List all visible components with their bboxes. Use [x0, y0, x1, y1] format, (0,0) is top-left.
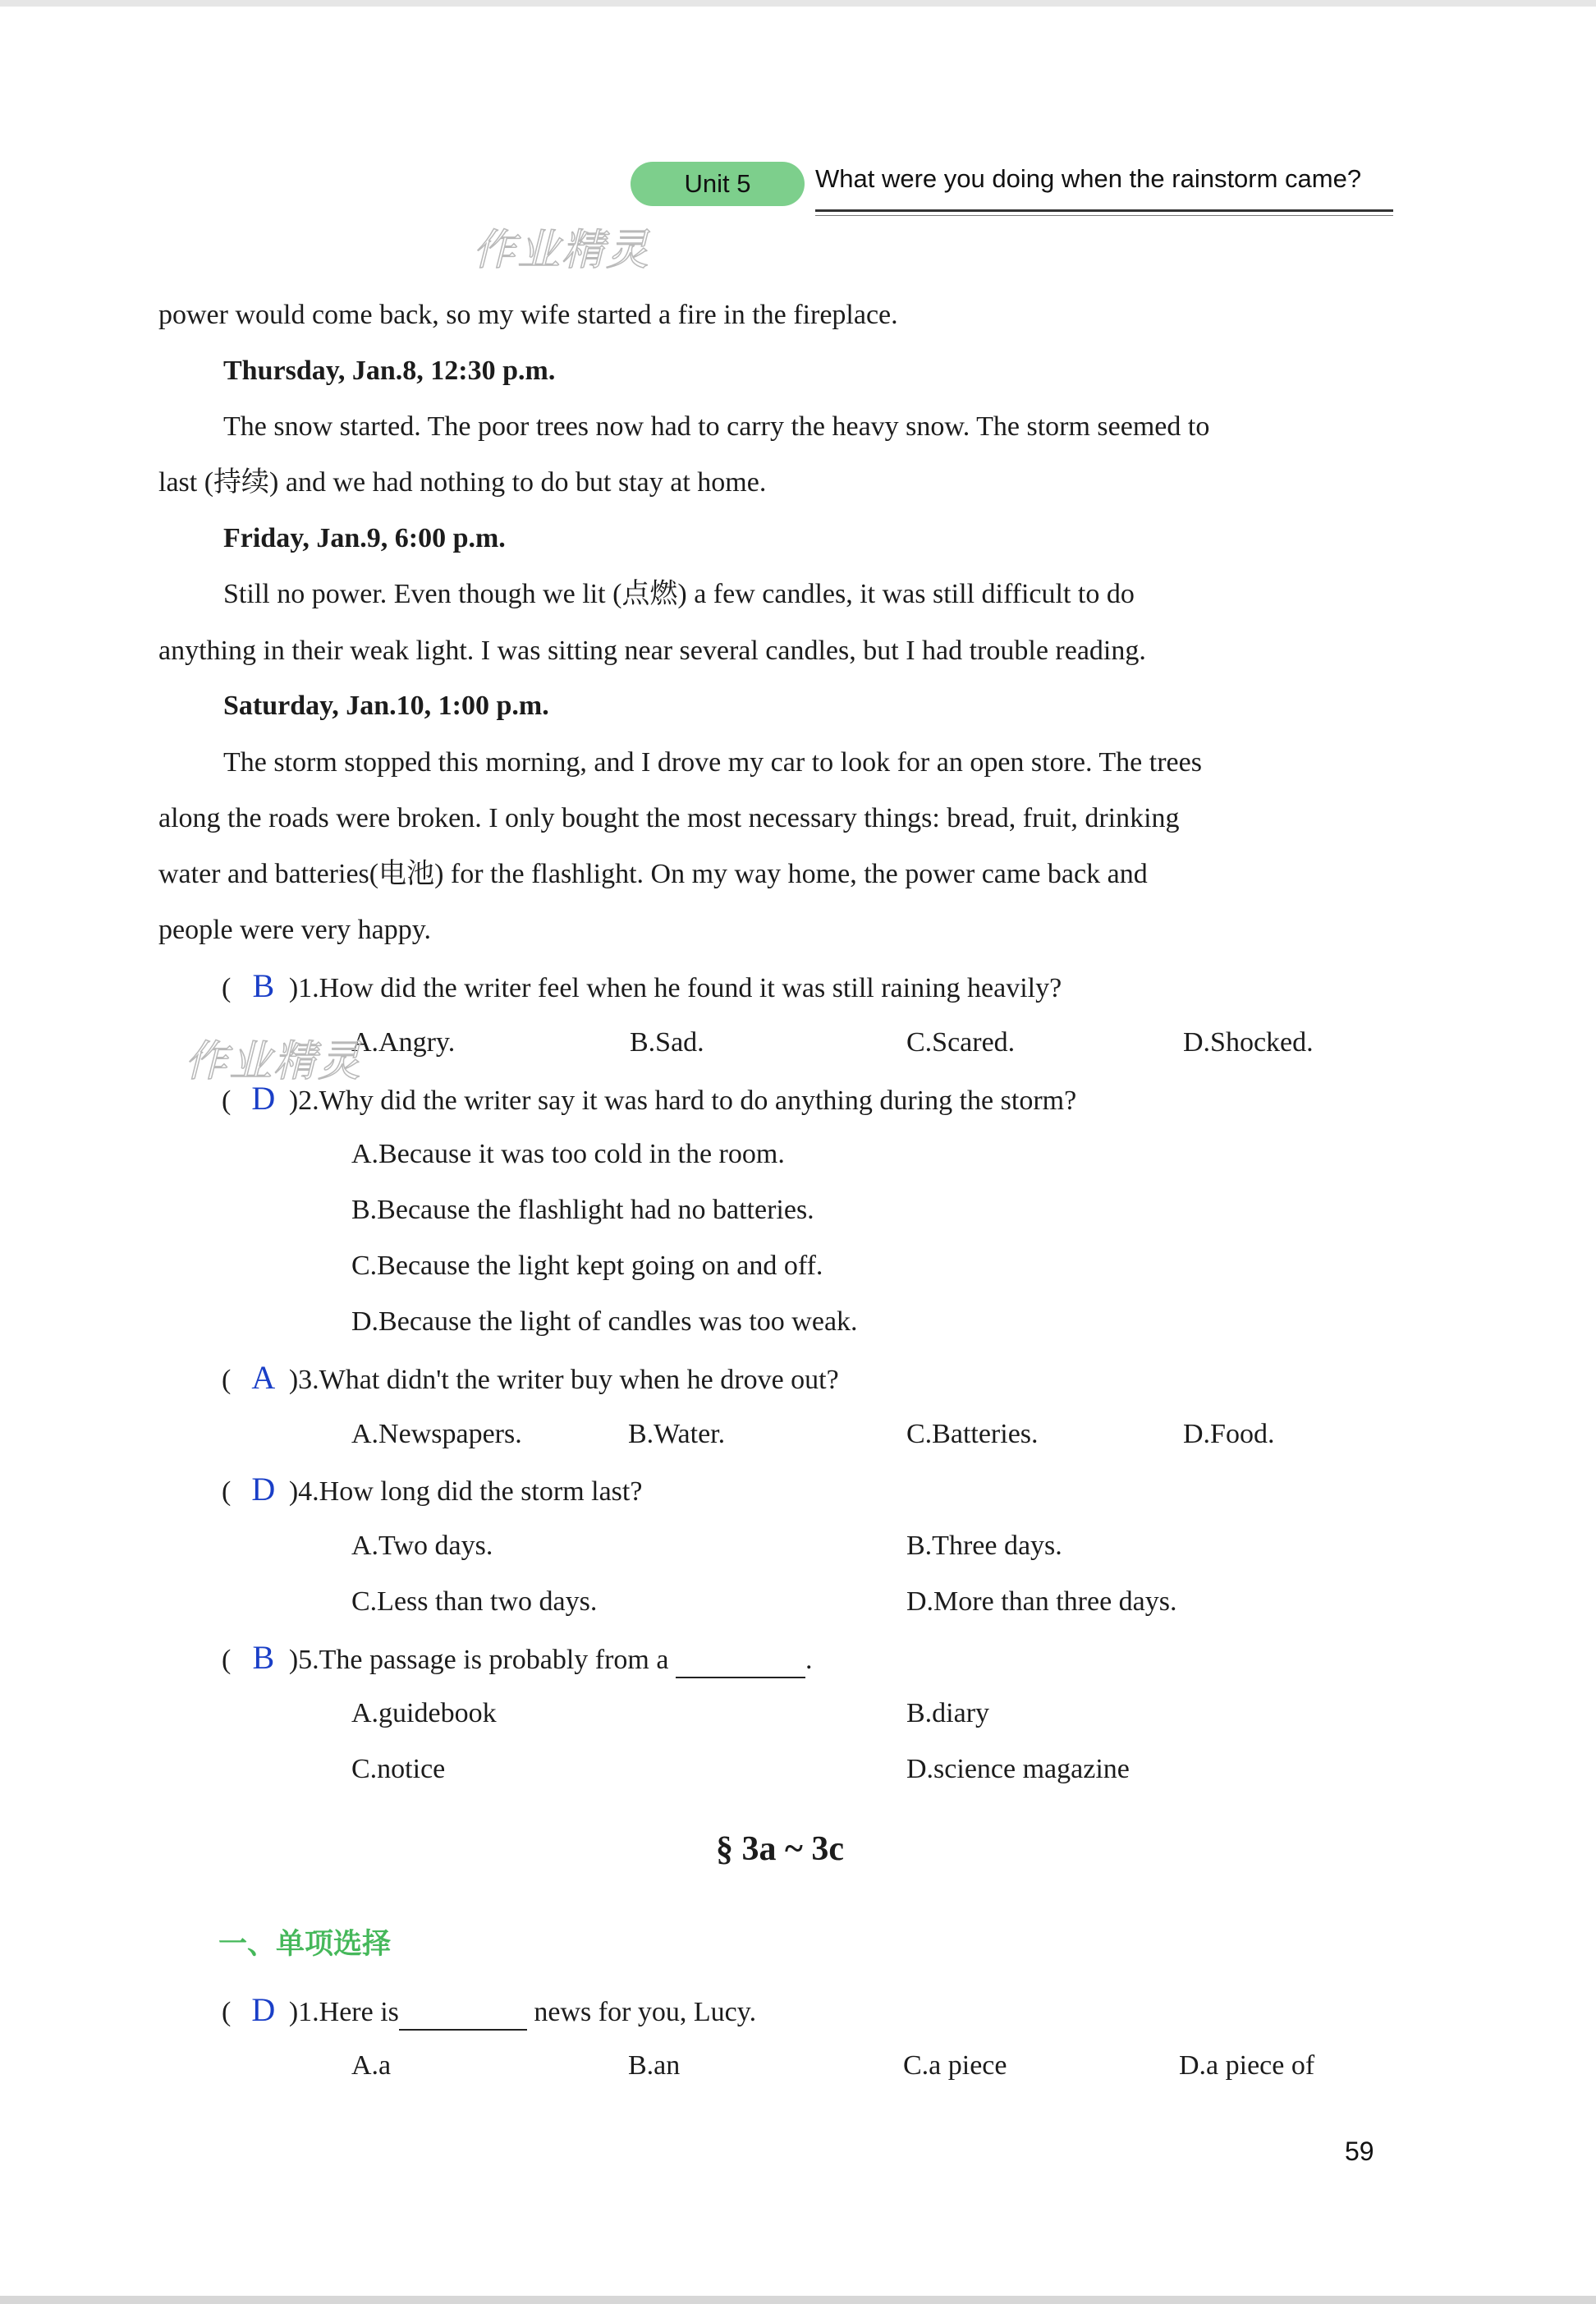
fill-blank [676, 1644, 805, 1678]
watermark: 作业精灵 [473, 226, 651, 275]
option: D.Food. [1183, 1419, 1275, 1449]
option: B.Water. [628, 1419, 726, 1449]
passage-line: water and batteries(电池) for the flashlight. On my way home, the power came back and [158, 859, 1148, 889]
question-stem: )1.Here is [288, 1997, 399, 2027]
answer-paren-open: ( [222, 1645, 232, 1675]
answer-mark: D [251, 1471, 276, 1508]
passage-line: power would come back, so my wife started a fire in the fireplace. [158, 300, 898, 330]
option: C.Scared. [906, 1027, 1016, 1058]
question-5 [222, 1641, 812, 1678]
header-rule [815, 209, 1393, 212]
option: A.Two days. [351, 1531, 493, 1561]
answer-mark: D [251, 1080, 276, 1117]
page-number: 59 [1345, 2136, 1374, 2166]
question-stem-end: . [805, 1645, 813, 1675]
option: A.a [351, 2050, 392, 2081]
fill-blank [399, 1996, 527, 2031]
diary-heading-friday: Friday, Jan.9, 6:00 p.m. [223, 523, 506, 553]
question-stem-end: news for you, Lucy. [534, 1997, 757, 2027]
option: B.Sad. [630, 1027, 704, 1058]
answer-paren-open: ( [222, 1365, 232, 1395]
question-stem: )4.How long did the storm last? [288, 1476, 643, 1507]
header-rule-thin [815, 215, 1393, 216]
option: A.guidebook [351, 1698, 497, 1728]
unit-badge: Unit 5 [631, 162, 805, 206]
option: C.notice [351, 1754, 446, 1784]
option: D.More than three days. [906, 1586, 1177, 1617]
option: A.Angry. [351, 1027, 456, 1058]
passage-line: The snow started. The poor trees now had to carry the heavy snow. The storm seemed to [223, 411, 1210, 442]
passage-line: people were very happy. [158, 915, 431, 945]
answer-mark: A [251, 1359, 276, 1396]
option: B.Because the flashlight had no batteries. [351, 1195, 814, 1225]
question-2 [222, 1082, 1076, 1118]
answer-paren-open: ( [222, 1997, 232, 2027]
option: B.an [628, 2050, 681, 2081]
passage-line: Still no power. Even though we lit (点燃) a few candles, it was still difficult to do [223, 579, 1135, 609]
option: C.a piece [903, 2050, 1007, 2081]
answer-paren-open: ( [222, 1476, 232, 1507]
passage-line: The storm stopped this morning, and I drove my car to look for an open store. The trees [223, 747, 1202, 778]
option: C.Because the light kept going on and off. [351, 1251, 823, 1281]
option: C.Less than two days. [351, 1586, 598, 1617]
option: B.diary [906, 1698, 990, 1728]
diary-heading-saturday: Saturday, Jan.10, 1:00 p.m. [223, 691, 549, 721]
option: D.a piece of [1179, 2050, 1315, 2081]
section-question-1 [222, 1991, 757, 2031]
passage-line: last (持续) and we had nothing to do but stay at home. [158, 467, 767, 498]
watermark: 作业精灵 [185, 1037, 363, 1086]
option: D.Because the light of candles was too weak. [351, 1306, 858, 1337]
passage-line: along the roads were broken. I only bought the most necessary things: bread, fruit, drinking [158, 803, 1180, 833]
answer-mark: D [251, 1991, 276, 2028]
diary-heading-thursday: Thursday, Jan.8, 12:30 p.m. [223, 356, 556, 386]
question-stem: )1.How did the writer feel when he found it was still raining heavily? [288, 973, 1062, 1003]
section-title: § 3a ~ 3c [716, 1830, 844, 1868]
option: D.science magazine [906, 1754, 1130, 1784]
option: D.Shocked. [1183, 1027, 1314, 1058]
option: A.Because it was too cold in the room. [351, 1139, 785, 1169]
passage-line: anything in their weak light. I was sitting near several candles, but I had trouble reading. [158, 636, 1146, 666]
answer-mark: B [252, 1639, 275, 1676]
answer-paren-open: ( [222, 1085, 232, 1116]
option: C.Batteries. [906, 1419, 1039, 1449]
option: A.Newspapers. [351, 1419, 522, 1449]
question-3 [222, 1361, 839, 1397]
option: B.Three days. [906, 1531, 1062, 1561]
question-1 [222, 967, 1062, 1005]
scan-edge-bottom [0, 2296, 1596, 2304]
question-stem: )5.The passage is probably from a [288, 1645, 669, 1675]
question-stem: )2.Why did the writer say it was hard to do anything during the storm? [288, 1085, 1077, 1116]
answer-paren-open: ( [222, 973, 232, 1003]
answer-mark: B [252, 967, 275, 1004]
exercise-heading: 一、单项选择 [218, 1928, 392, 1961]
unit-title: What were you doing when the rainstorm came? [815, 164, 1362, 193]
scan-edge-top [0, 0, 1596, 7]
question-4 [222, 1473, 642, 1508]
question-stem: )3.What didn't the writer buy when he drove out? [288, 1365, 839, 1395]
